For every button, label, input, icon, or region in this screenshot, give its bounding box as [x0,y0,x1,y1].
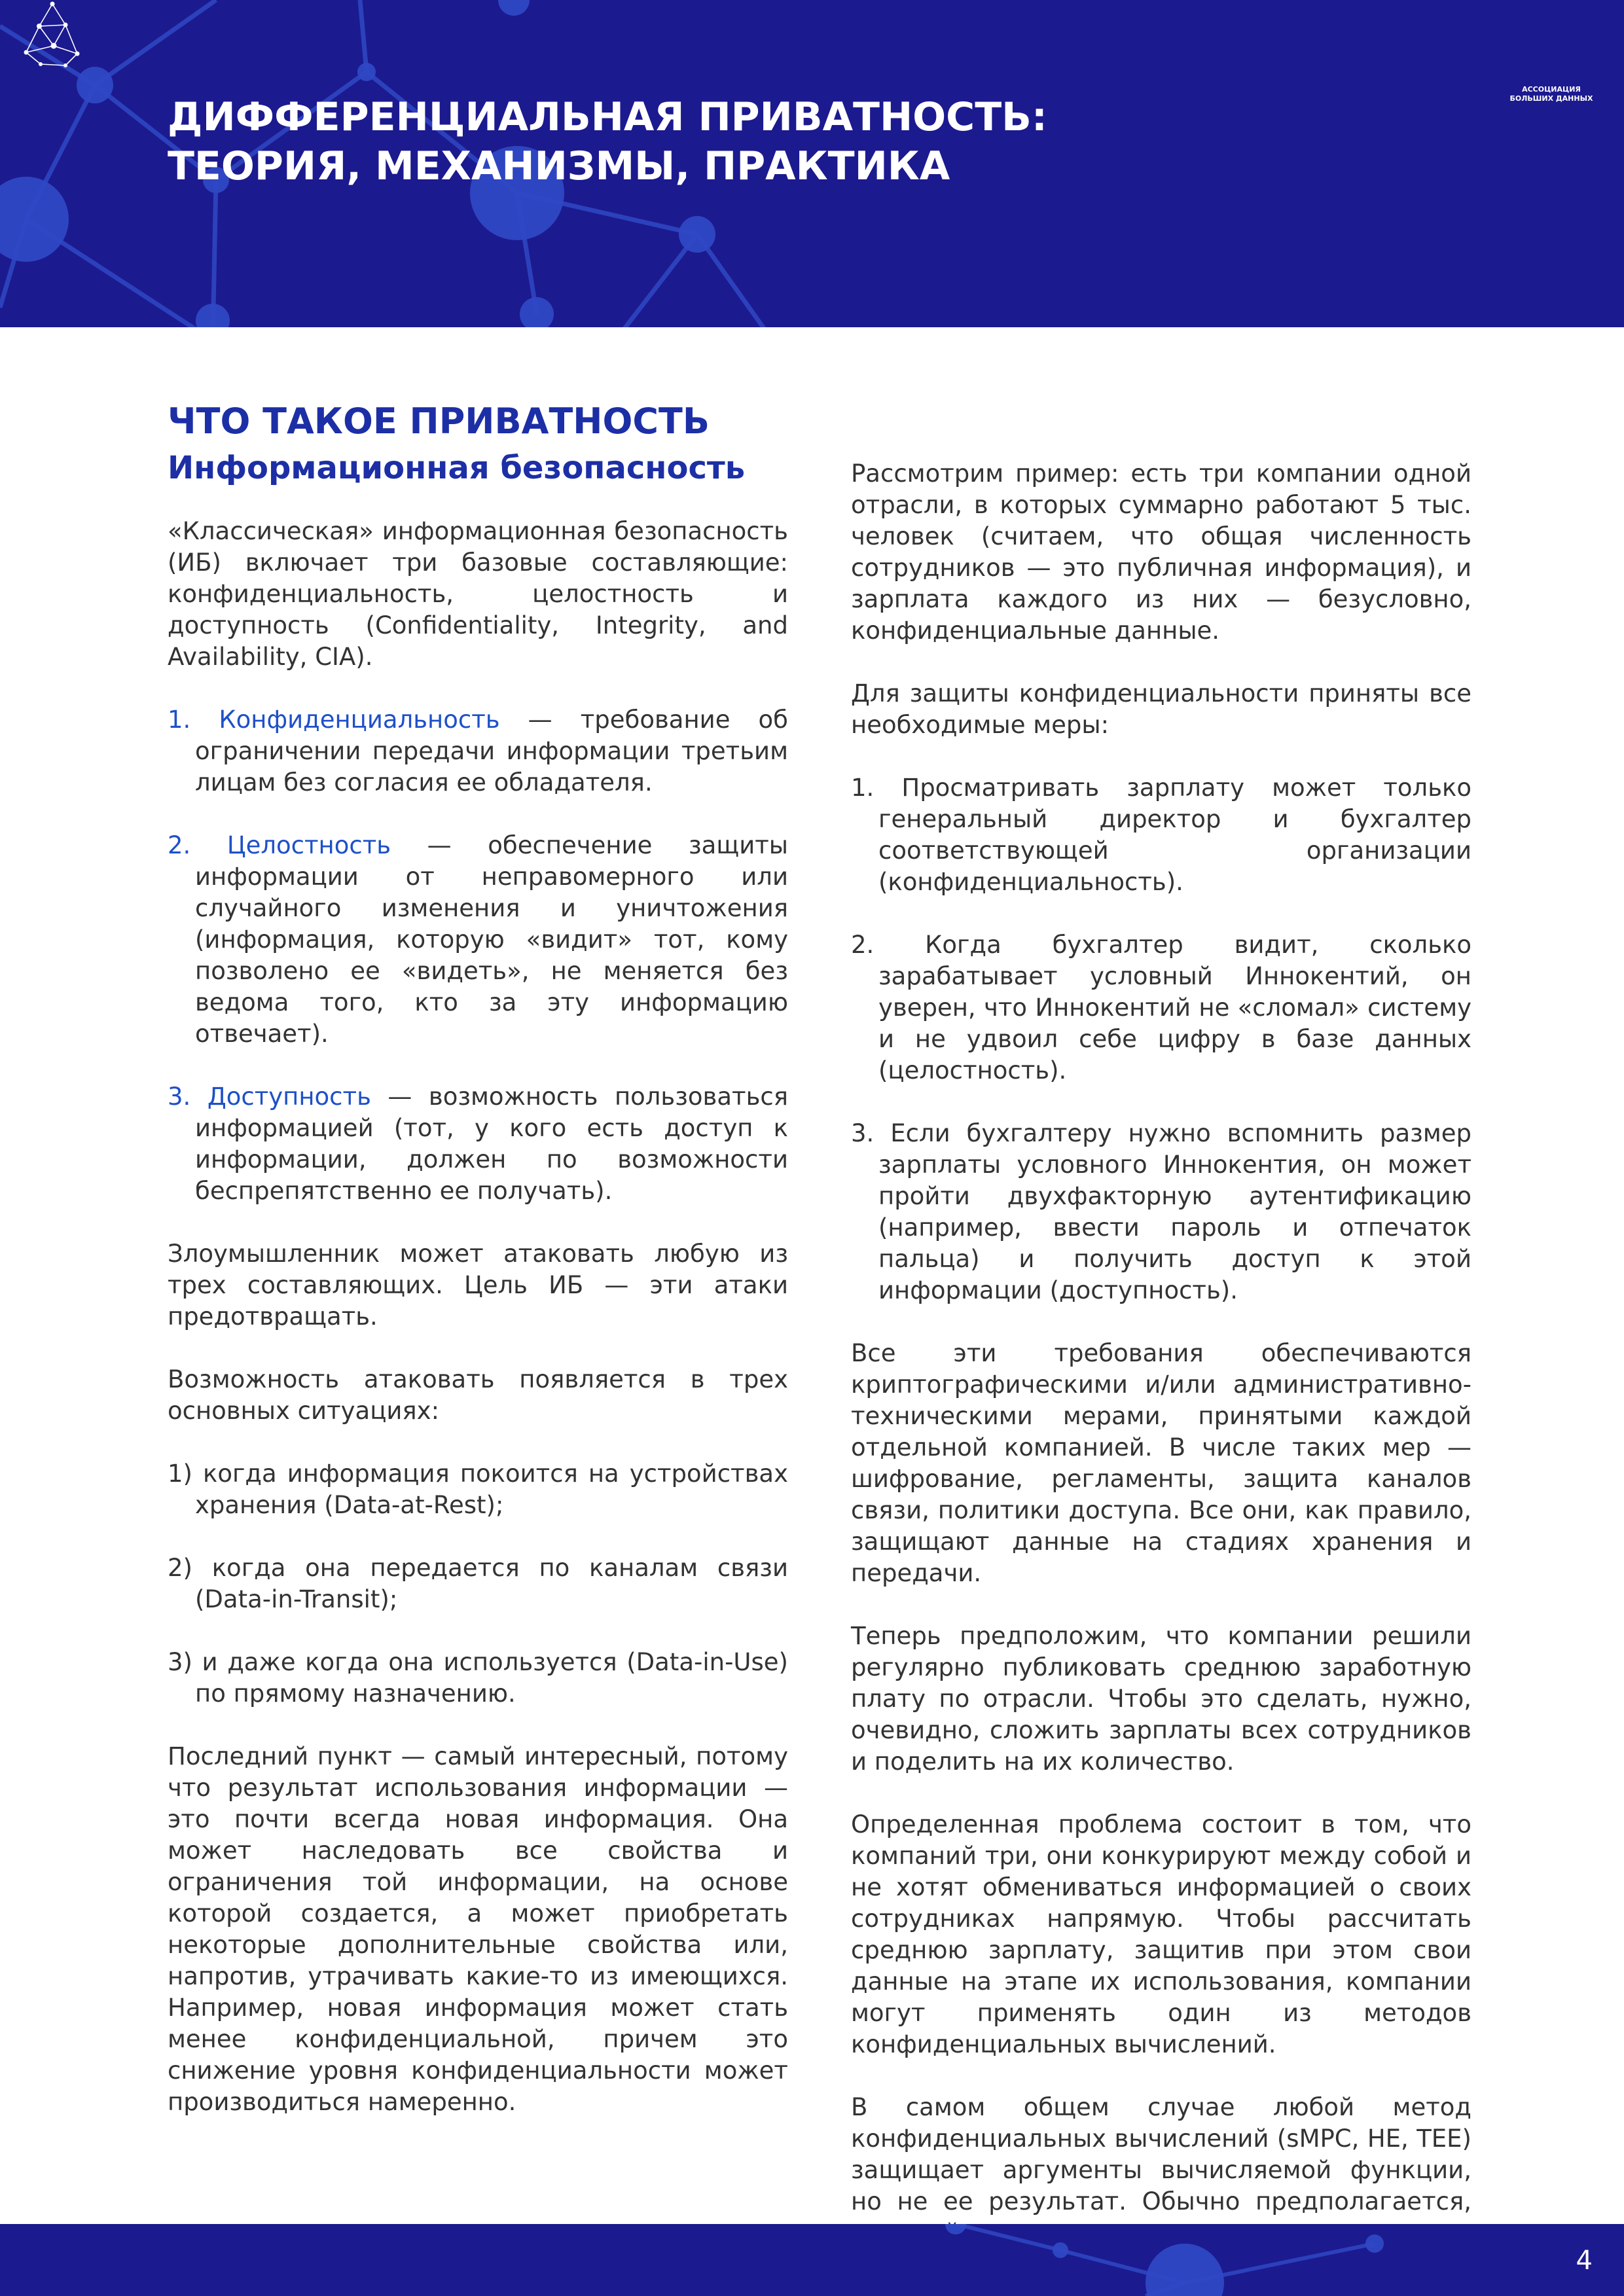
last-paragraph: Последний пункт — самый интересный, потому что результат использования информации — это почти всегда новая информация. Она может наследовать все свойства и ограничения той информации, на основе которой создается, а может приобретать некоторые дополнительные свойства или, напротив, утрачивать какие-то из имеющихся. Например, новая информация может стать менее конфиденциальной, причем это снижение уровня конфиденциальности может производиться намеренно. [168,1742,788,2116]
left-column [168,401,788,2149]
document-title-line-2: ТЕОРИЯ, МЕХАНИЗМЫ, ПРАКТИКА [168,143,950,189]
right-column [851,458,1471,2280]
association-logo-text [1499,85,1604,103]
cia-term: 3. Доступность [168,1083,371,1111]
cia-term: 1. Конфиденциальность [168,706,500,734]
page-number: 4 [1576,2246,1593,2276]
document-title [168,93,1047,191]
logo-text-line-2: БОЛЬШИХ ДАННЫХ [1509,94,1593,103]
intro-paragraph: «Классическая» информационная безопасность (ИБ) включает три базовые составляющие: конфиденциальность, целостность и доступность (Confidentiality, Integrity, and Availability, CIA). [168,517,788,671]
measure-item: 1. Просматривать зарплату может только генеральный директор и бухгалтер соответствующей организации (конфиденциальность). [851,774,1471,896]
section-title: ЧТО ТАКОЕ ПРИВАТНОСТЬ [168,401,710,442]
body-paragraph: В самом общем случае любой метод конфиденциальных вычислений (sMPC, HE, TEE) защищает аргументы вычисляемой функции, но не ее результат. Обычно предполагается, [851,2093,1471,2215]
body-paragraph: Все эти требования обеспечиваются криптографическими и/или административно-техническими мерами, принятыми каждой отдельной компанией. В числе таких мер — шифрование, регламенты, защита каналов связи, политики доступа. Все они, как правило, защищают данные на стадиях хранения и передачи. [851,1339,1471,1587]
measures-intro: Для защиты конфиденциальности приняты все необходимые меры: [851,679,1471,739]
page-footer [0,2224,1624,2296]
situations-intro: Возможность атаковать появляется в трех основных ситуациях: [168,1365,788,1425]
body-paragraph: Теперь предположим, что компании решили регулярно публиковать среднюю заработную плату по отрасли. Чтобы это сделать, нужно, очевидно, сложить зарплаты всех сотрудников и поделить на их количество. [851,1622,1471,1776]
attack-paragraph: Злоумышленник может атаковать любую из трех составляющих. Цель ИБ — эти атаки предотвращать. [168,1240,788,1331]
cia-item-availability [168,1081,788,1207]
example-intro: Рассмотрим пример: есть три компании одной отрасли, в которых суммарно работают 5 тыс. человек (считаем, что общая численность сотрудников — это публичная информация), и зарплата каждого из них — безусловно, конфиденциальные данные. [851,459,1471,645]
logo-text-line-1: АССОЦИАЦИЯ [1522,85,1581,94]
cia-definition: — возможность пользоваться информацией (тот, у кого есть доступ к информации, должен по возможности беспрепятственно ее получать). [195,1083,788,1205]
section-subtitle: Информационная безопасность [168,450,746,486]
document-title-line-1: ДИФФЕРЕНЦИАЛЬНАЯ ПРИВАТНОСТЬ: [168,94,1047,140]
footer-network-decoration [0,2224,1624,2296]
situation-item: 1) когда информация покоится на устройствах хранения (Data-at-Rest); [168,1460,788,1519]
cia-item-confidentiality [168,704,788,798]
measure-item: 3. Если бухгалтеру нужно вспомнить размер зарплаты условного Иннокентия, он может пройти двухфакторную аутентификацию (например, ввести пароль и отпечаток пальца) и получить доступ к этой информации (доступность). [851,1119,1471,1304]
situation-item: 2) когда она передается по каналам связи (Data-in-Transit); [168,1554,788,1613]
situation-item: 3) и даже когда она используется (Data-in-Use) по прямому назначению. [168,1648,788,1708]
association-logo-icon [0,0,105,85]
cia-item-integrity [168,830,788,1050]
body-paragraph: Определенная проблема состоит в том, что компаний три, они конкурируют между собой и не хотят обмениваться информацией о своих сотрудниках напрямую. Чтобы рассчитать среднюю зарплату, защитив при этом свои данные на этапе их использования, компании могут применять один из методов конфиденциальных вычислений. [851,1810,1471,2058]
cia-term: 2. Целостность [168,831,391,859]
cia-definition: — требование об ограничении передачи информации третьим лицам без согласия ее обладателя. [195,706,788,797]
page-header [0,0,1624,327]
cia-definition: — обеспечение защиты информации от неправомерного или случайного изменения и уничтожения (информация, которую «видит» тот, кому позволено ее «видеть», не меняется без ведома того, кто за эту информацию отвечает). [195,831,789,1048]
measure-item: 2. Когда бухгалтер видит, сколько зарабатывает условный Иннокентий, он уверен, что Иннокентий не «сломал» систему и не удвоил себе цифру в базе данных (целостность). [851,931,1471,1085]
